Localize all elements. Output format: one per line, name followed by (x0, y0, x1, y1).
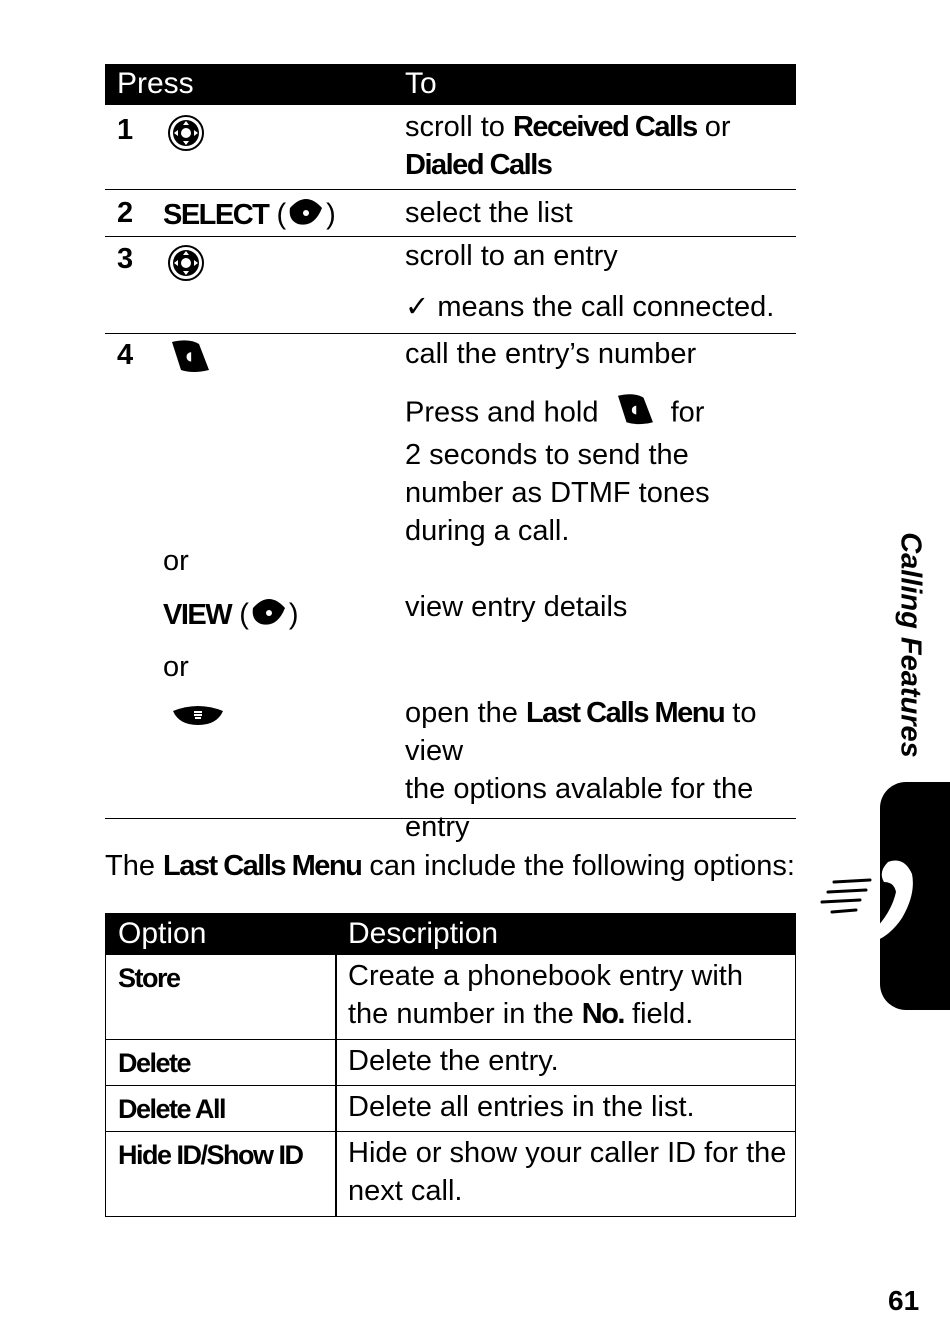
step-description: select the list (405, 197, 573, 229)
option-description: Delete the entry. (348, 1045, 559, 1077)
options-intro: The Last Calls Menu can include the following options: (105, 846, 795, 886)
table-row (105, 237, 796, 334)
or-label: or (163, 545, 189, 577)
menu-description: open the Last Calls Menu to view the options avalable for the entry (405, 694, 795, 846)
svg-text:◖: ◖ (186, 349, 193, 363)
navigation-key-icon (167, 114, 205, 157)
step-number: 3 (117, 243, 134, 275)
options-table (105, 913, 796, 1217)
view-key: VIEW ( ) (163, 594, 299, 638)
header-option: Option (118, 917, 207, 950)
dialed-calls-label: Dialed Calls (405, 149, 552, 181)
or-label: or (163, 651, 189, 683)
last-calls-menu-label: Last Calls Menu (525, 697, 725, 729)
option-name: Delete (118, 1048, 191, 1078)
table-row (105, 334, 796, 843)
received-calls-label: Received Calls (512, 111, 697, 143)
navigation-key-icon (167, 244, 205, 287)
no-field-label: No. (581, 998, 624, 1030)
select-key: SELECT ( ) (163, 194, 336, 238)
step-description: scroll to an entry (405, 240, 618, 272)
table-header (105, 64, 796, 105)
step-number: 4 (117, 339, 134, 371)
table-row (106, 1131, 795, 1216)
header-press: Press (117, 67, 194, 100)
header-to: To (405, 67, 437, 100)
send-key-icon (615, 392, 655, 436)
option-name: Hide ID/Show ID (118, 1140, 303, 1170)
table-row (106, 1039, 795, 1085)
step-hold-note: Press and hold ◖ for 2 seconds to send the number as DTMF tones during a call. (405, 392, 795, 550)
table-row (105, 105, 796, 190)
option-name: Store (118, 963, 180, 993)
table-row (106, 1085, 795, 1131)
svg-text:◖: ◖ (630, 401, 637, 416)
header-description: Description (348, 917, 499, 950)
step-number: 1 (117, 114, 134, 146)
step-number: 2 (117, 197, 134, 229)
soft-key-icon (249, 594, 289, 638)
table-row (105, 190, 796, 237)
last-calls-menu-label: Last Calls Menu (163, 850, 362, 882)
table-header (106, 913, 795, 955)
option-description: Hide or show your caller ID for the next call. (348, 1137, 787, 1207)
view-description: view entry details (405, 591, 628, 623)
send-key-icon (169, 338, 211, 379)
check-mark-icon: ✓ (405, 291, 430, 323)
section-side-label: Calling Features (894, 532, 927, 758)
menu-key-icon (171, 701, 225, 732)
page-number: 61 (888, 1285, 920, 1316)
soft-key-icon (286, 194, 326, 238)
step-note: ✓ means the call connected. (405, 291, 775, 323)
step-description: scroll to Received Calls or Dialed Calls (405, 108, 795, 184)
option-description: Create a phonebook entry with the number in the No. field. (348, 957, 788, 1033)
press-to-table (105, 64, 796, 843)
phone-handset-icon (820, 852, 920, 953)
option-name: Delete All (118, 1094, 226, 1124)
table-row (106, 955, 795, 1039)
option-description: Delete all entries in the list. (348, 1091, 695, 1123)
step-description: call the entry’s number (405, 338, 697, 370)
